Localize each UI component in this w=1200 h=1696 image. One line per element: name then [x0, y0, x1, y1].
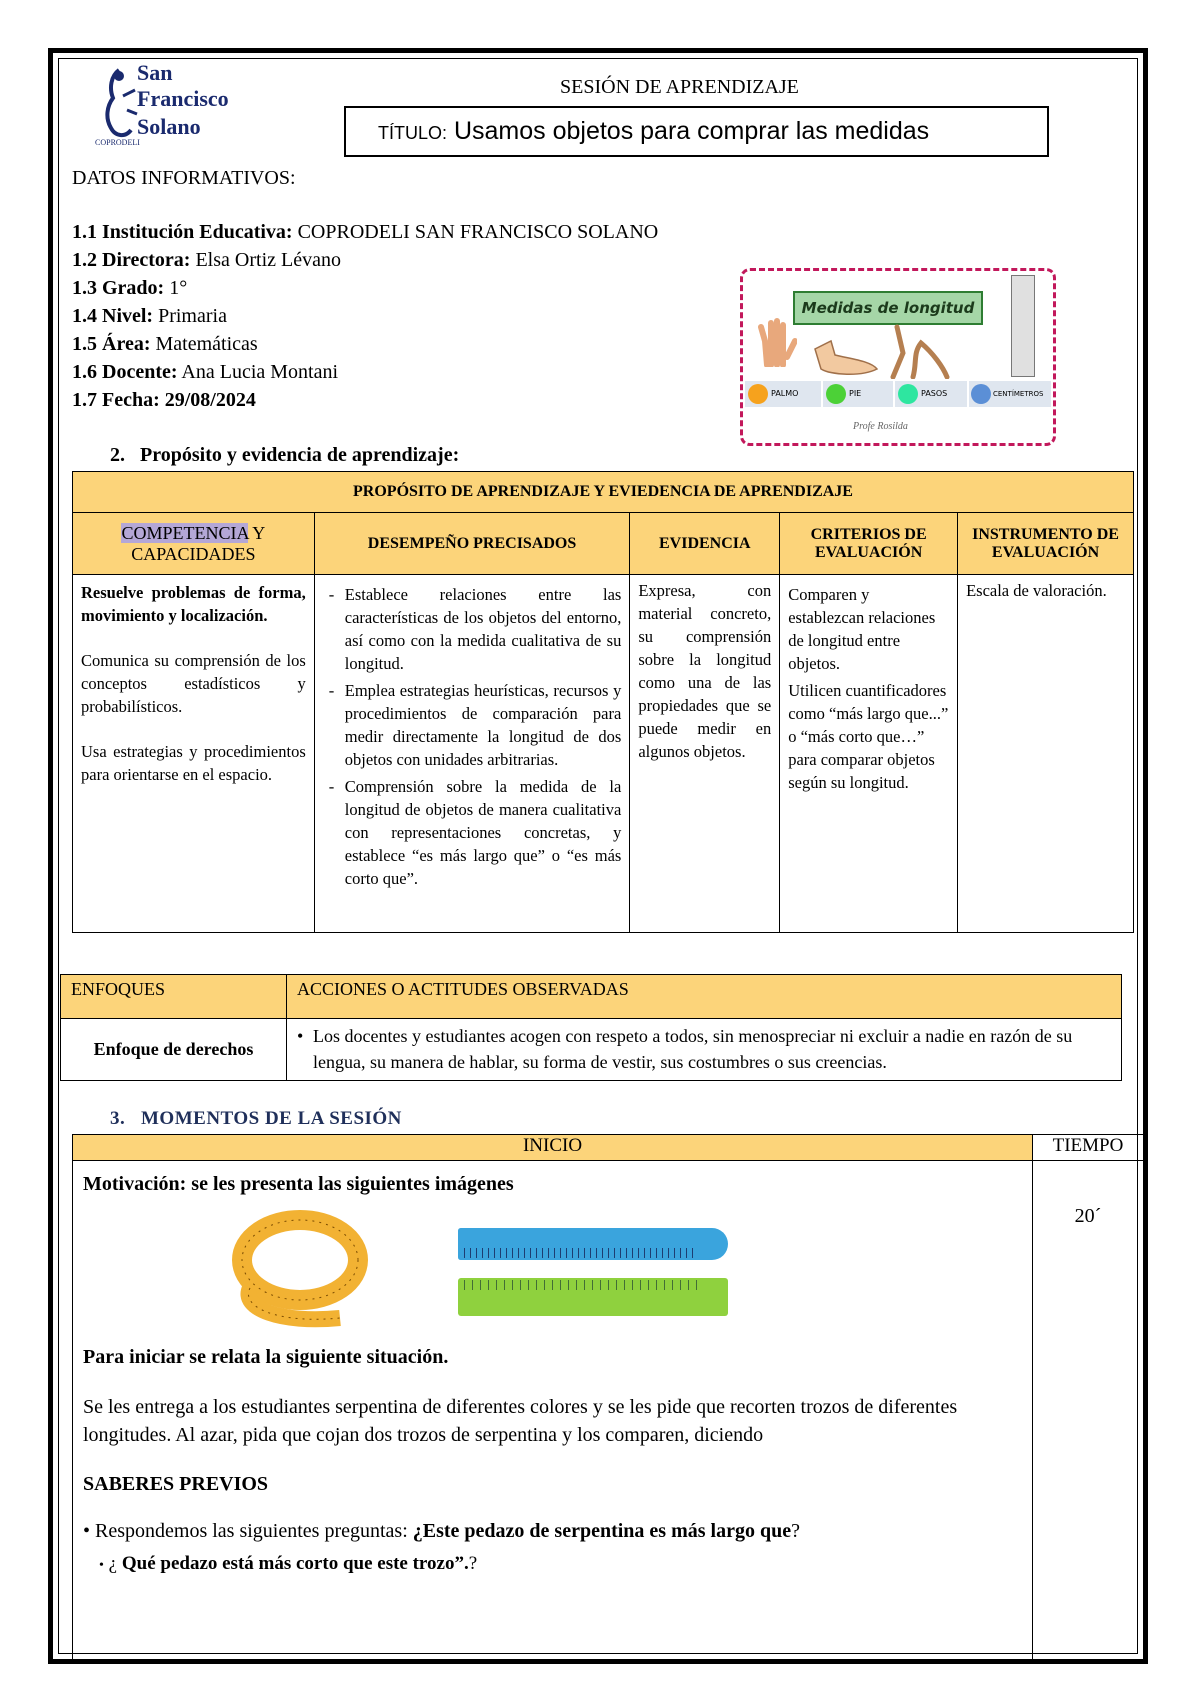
datos-value: Elsa Ortiz Lévano [190, 249, 341, 271]
blue-ruler-icon [458, 1228, 728, 1260]
competencia-rest: Y CAPACIDADES [131, 522, 266, 564]
datos-row [72, 218, 658, 246]
enfoques-col2: ACCIONES O ACTITUDES OBSERVADAS [287, 975, 1122, 1019]
step-pie [823, 381, 893, 407]
criterio-item: Comparen y establezcan relaciones de longitud entre objetos. [788, 585, 936, 673]
enfoques-table [60, 974, 1122, 1081]
step-pasos [895, 381, 967, 407]
table-row [61, 1019, 1122, 1081]
poster-title: Medidas de longitud [793, 291, 983, 325]
competencia-p2: Usa estrategias y procedimientos para orientarse en el espacio. [81, 742, 306, 784]
datos-label: 1.4 Nivel: [72, 305, 154, 327]
instrumento-cell: Escala de valoración. [958, 575, 1134, 933]
datos-label: 1.2 Directora: [72, 249, 191, 271]
datos-value: Matemáticas [150, 333, 258, 355]
competencia-bold: Resuelve problemas de forma, movimiento y localización. [81, 583, 306, 625]
col-desempeno: DESEMPEÑO PRECISADOS [314, 513, 630, 575]
step-centimetros [969, 381, 1051, 407]
school-logo [95, 60, 229, 155]
datos-label: 1.1 Institución Educativa: [72, 221, 293, 243]
ruler-ticks [464, 1248, 698, 1258]
datos-row [72, 246, 658, 274]
q2-bold: Qué pedazo está más corto que este trozo”. [121, 1553, 469, 1574]
step-dot-icon [826, 384, 846, 404]
list-item: - Establece relaciones entre las características de los objetos del entorno, así como con la medida cualitativa de su longitud. [345, 583, 622, 675]
logo-line3: Solano [137, 114, 201, 139]
datos-label: 1.5 Área: [72, 333, 151, 355]
q2-pre: ¿ [108, 1553, 122, 1574]
step-label: PASOS [921, 389, 948, 398]
evidencia-cell: Expresa, con material concreto, su comprensión sobre la longitud como una de las propiedades que se puede medir en algunos objetos. [630, 575, 780, 933]
lesson-title-box [344, 106, 1049, 157]
title-text: Usamos objetos para comprar las medidas [447, 117, 930, 145]
bullet-icon: • [297, 1026, 304, 1046]
list-item: - Comprensión sobre la medida de la longitud de objetos de manera cualitativa con representaciones concretas, y establece “es más largo que” o “es más corto que”. [345, 775, 622, 890]
q1-post: ? [791, 1520, 800, 1542]
green-ruler-icon [458, 1278, 728, 1316]
question-2 [83, 1553, 1022, 1575]
momentos-heading: 3. MOMENTOS DE LA SESIÓN [110, 1108, 402, 1129]
desempeno-list [323, 583, 622, 890]
session-title: SESIÓN DE APRENDIZAJE [560, 76, 799, 98]
poster-steps [745, 381, 1051, 407]
col-competencia [73, 513, 315, 575]
q1-pre: Respondemos las siguientes preguntas: [95, 1520, 413, 1542]
competencia-p1: Comunica su comprensión de los conceptos estadísticos y probabilísticos. [81, 651, 306, 716]
col-tiempo: TIEMPO [1033, 1135, 1144, 1161]
ruler-ticks [464, 1280, 698, 1290]
step-palmo [745, 381, 821, 407]
datos-row [72, 274, 658, 302]
measures-poster [740, 268, 1056, 446]
step-dot-icon [748, 384, 768, 404]
situacion-text: Se les entrega a los estudiantes serpentina de diferentes colores y se les pide que recorten trozos de diferentes longitudes. Al azar, pida que cojan dos trozos de serpentina y los comparen, diciendo [83, 1396, 958, 1446]
desempeno-cell [314, 575, 630, 933]
step-label: PIE [849, 389, 862, 398]
measuring-tape-icon [220, 1208, 370, 1328]
list-item: - Emplea estrategias heurísticas, recursos y procedimientos de comparación para medir directamente la longitud de dos objetos con unidades arbitrarias. [345, 679, 622, 771]
step-label: CENTÍMETROS [993, 390, 1044, 398]
bullet-icon: • [99, 1558, 104, 1573]
datos-value: Ana Lucia Montani [177, 361, 339, 383]
datos-row [72, 358, 658, 386]
datos-label: 1.6 Docente: [72, 361, 178, 383]
col-inicio: INICIO [73, 1135, 1033, 1161]
title-prefix: TÍTULO: [378, 123, 448, 143]
proposito-table [72, 471, 1134, 933]
ruler-icon [1011, 275, 1035, 377]
datos-row [72, 386, 658, 414]
datos-list [72, 218, 658, 414]
saberes-heading: SABERES PREVIOS [83, 1473, 269, 1495]
poster-credit: Profe Rosilda [853, 421, 908, 432]
datos-label: 1.3 Grado: [72, 277, 165, 299]
criterio-item: Utilicen cuantificadores como “más largo que...” o “más corto que…” para comparar objetos según su longitud. [788, 681, 949, 792]
step-dot-icon [971, 384, 991, 404]
hand-icon [757, 317, 797, 367]
enfoque-text [287, 1019, 1122, 1081]
q2-post: ? [468, 1553, 478, 1574]
steps-icon [883, 323, 953, 379]
momentos-header-row [73, 1135, 1144, 1161]
question-1 [83, 1520, 1022, 1543]
tiempo-cell: 20´ [1033, 1161, 1144, 1661]
step-dot-icon [898, 384, 918, 404]
foot-icon [811, 339, 881, 379]
datos-row [72, 302, 658, 330]
logo-small-text: COPRODELI [95, 138, 140, 147]
bullet-icon: • [83, 1520, 91, 1542]
datos-row [72, 330, 658, 358]
competencia-cell [73, 575, 315, 933]
enfoques-col1: ENFOQUES [61, 975, 287, 1019]
table-title-row [73, 472, 1134, 513]
col-instrumento: INSTRUMENTO DE EVALUACIÓN [958, 513, 1134, 575]
situacion-heading: Para iniciar se relata la siguiente situación. [83, 1346, 449, 1368]
q1-bold: ¿Este pedazo de serpentina es más largo que [412, 1520, 792, 1542]
logo-line1: San [137, 60, 173, 85]
datos-value: COPRODELI SAN FRANCISCO SOLANO [292, 221, 659, 243]
proposito-heading: 2. Propósito y evidencia de aprendizaje: [110, 444, 460, 466]
logo-line2: Francisco [137, 86, 229, 111]
competencia-highlight: COMPETENCIA [121, 522, 249, 543]
col-evidencia: EVIDENCIA [630, 513, 780, 575]
table-header-row [73, 513, 1134, 575]
motivacion: Motivación: se les presenta las siguientes imágenes [83, 1173, 514, 1195]
table-row [73, 575, 1134, 933]
col-criterios: CRITERIOS DE EVALUACIÓN [780, 513, 958, 575]
enfoques-header-row [61, 975, 1122, 1019]
datos-heading: DATOS INFORMATIVOS: [72, 167, 296, 189]
criterios-cell [780, 575, 958, 933]
datos-value: Primaria [153, 305, 227, 327]
logo-figure-icon [97, 66, 141, 146]
datos-label: 1.7 Fecha: 29/08/2024 [72, 389, 256, 411]
enfoque-label: Enfoque de derechos [61, 1019, 287, 1081]
datos-value: 1° [164, 277, 188, 299]
enfoque-text-content: Los docentes y estudiantes acogen con respeto a todos, sin menospreciar ni excluir a nadie en razón de su lengua, su manera de hablar, su forma de vestir, sus costumbres o sus creencias. [313, 1026, 1073, 1072]
step-label: PALMO [771, 389, 799, 398]
table-title: PROPÓSITO DE APRENDIZAJE Y EVIEDENCIA DE APRENDIZAJE [73, 472, 1134, 513]
